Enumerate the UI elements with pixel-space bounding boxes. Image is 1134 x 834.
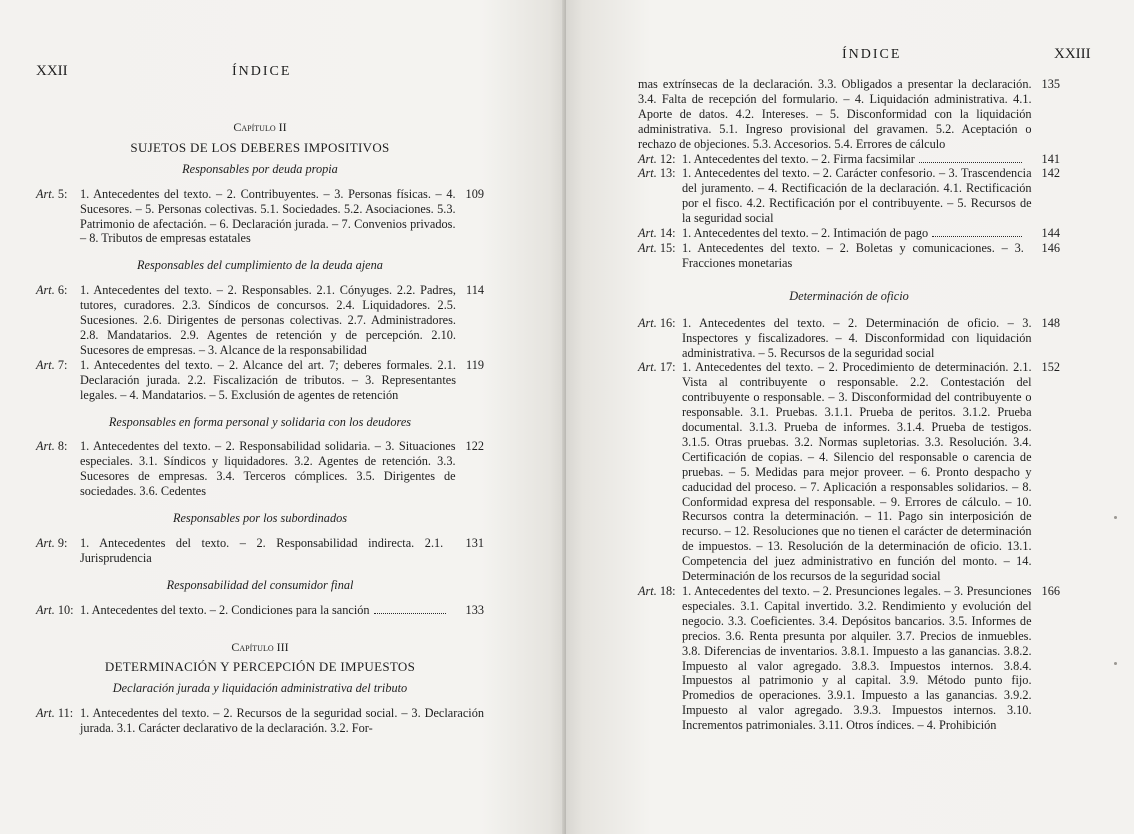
index-entry — [36, 603, 484, 618]
page-ref: 142 — [1041, 166, 1060, 181]
article-label: Art. 10: — [36, 602, 74, 617]
entry-text: 1. Antecedentes del texto. – 2. Alcance del art. 7; deberes formales. 2.1. Declaración jurada. 2.2. Fiscalización de tributos. – 3. Representantes legales. – 4. Mandatarios. – 5. Exclusión de agentes de retención 119 — [80, 357, 484, 402]
left-page — [0, 0, 566, 834]
index-entry — [638, 316, 1060, 361]
entry-text: 1. Antecedentes del texto. – 2. Contribuyentes. – 3. Personas físicas. – 4. Sucesores. – 5. Personas colectivas. 5.1. Sociedades. 5.2. Asociaciones. 5.3. Patrimonio de afectación. – 6. Declaración jurada. – 7. Convenios privados. – 8. Tributos de empresas estatales 109 — [80, 186, 484, 246]
running-head: ÍNDICE — [232, 64, 292, 79]
section-subhead: Responsabilidad del consumidor final — [166, 577, 354, 592]
continued-entry: mas extrínsecas de la declaración. 3.3. Obligados a presentar la declaración. 3.4. Falta de recepción del formulario. – 4. Liquidación administrativa. 4.1. Aporte de datos. 4.2. Intereses. – 5. Disconformidad con la liquidación administrativa. 5.1. Ingreso provisional del gravamen. 5.2. Aceptación o rechazo de objeciones. 5.3. Accesorios. 5.4. Errores de cálculo 135 — [638, 77, 1060, 151]
article-label: Art. 16: — [638, 315, 676, 330]
page-number: XXIII — [1054, 46, 1091, 62]
index-entry — [36, 706, 484, 736]
right-page — [566, 0, 1134, 834]
page-ref: 109 — [465, 186, 484, 201]
section-subhead: Responsables del cumplimiento de la deuda ajena — [137, 258, 383, 273]
page-ref: 141 — [1041, 151, 1060, 166]
article-label: Art. 9: — [36, 535, 68, 550]
entry-text: 1. Antecedentes del texto. – 2. Carácter confesorio. – 3. Trascendencia del juramento. – 4. Rectificación de la declaración. 4.1. Rectificación por el fisco. 4.2. Rectificación por el contribuyente. – 5. Recursos de la seguridad social 142 — [682, 166, 1060, 226]
page-ref: 144 — [1041, 226, 1060, 241]
page-ref: 152 — [1041, 360, 1060, 375]
index-entry — [36, 536, 484, 566]
page-ref: 135 — [1041, 77, 1060, 91]
entry-text: 1. Antecedentes del texto. – 2. Responsables. 2.1. Cónyuges. 2.2. Padres, tutores, curadores. 2.3. Síndicos de concursos. 2.4. Liquidadores. 2.5. Sucesiones. 2.6. Dirigentes de personas colectivas. 2.7. Administradores. 2.8. Mandatarios. 2.9. Agentes de retención y de percepción. 2.10. Sucesores de empresas. – 3. Alcance de la responsabilidad 114 — [80, 283, 484, 357]
chapter-title: DETERMINACIÓN Y PERCEPCIÓN DE IMPUESTOS — [104, 659, 416, 675]
page-ref: 119 — [466, 357, 484, 372]
entry-text: 1. Antecedentes del texto. – 2. Responsabilidad indirecta. 2.1. Jurisprudencia 131 — [80, 535, 484, 565]
article-label: Art. 8: — [36, 439, 68, 454]
left-column — [36, 120, 484, 736]
section-subhead: Declaración jurada y liquidación administrativa del tributo — [112, 681, 408, 696]
article-label: Art. 17: — [638, 360, 676, 375]
chapter-label: Capítulo III — [231, 639, 289, 654]
index-entry — [638, 152, 1060, 167]
running-head: ÍNDICE — [842, 47, 902, 62]
index-entry — [638, 241, 1060, 271]
index-entry — [638, 226, 1060, 241]
page-ref: 133 — [465, 602, 484, 617]
paper-speck — [1114, 662, 1117, 665]
paper-speck — [1114, 516, 1117, 519]
article-label: Art. 6: — [36, 283, 68, 298]
article-label: Art. 14: — [638, 226, 676, 241]
entry-text: 1. Antecedentes del texto. – 2. Boletas y comunicaciones. – 3. Fracciones monetarias 146 — [682, 240, 1060, 270]
article-label: Art. 18: — [638, 584, 676, 598]
section-subhead: Responsables por deuda propia — [182, 161, 338, 176]
index-entry — [638, 360, 1060, 584]
index-entry — [36, 283, 484, 358]
entry-text: 1. Antecedentes del texto. – 2. Recursos de la seguridad social. – 3. Declaración jurada. 3.1. Carácter declarativo de la declaración. 3.2. For- — [80, 706, 484, 736]
entry-text: 1. Antecedentes del texto. – 2. Condiciones para la sanción 133 — [80, 602, 484, 617]
page-ref: 148 — [1041, 315, 1060, 330]
right-column — [638, 77, 1060, 733]
article-label: Art. 7: — [36, 357, 68, 372]
section-subhead: Responsables en forma personal y solidaria con los deudores — [108, 414, 412, 429]
index-entry — [36, 439, 484, 499]
page-number: XXII — [36, 63, 68, 79]
section-subhead: Determinación de oficio — [789, 288, 909, 303]
article-label: Art. 13: — [638, 166, 676, 181]
article-label: Art. 11: — [36, 706, 74, 721]
article-label: Art. 12: — [638, 151, 676, 166]
index-entry — [36, 358, 484, 403]
chapter-title: SUJETOS DE LOS DEBERES IMPOSITIVOS — [130, 139, 390, 155]
page-ref: 131 — [465, 535, 484, 550]
page-ref: 114 — [466, 283, 484, 298]
page-ref: 146 — [1041, 240, 1060, 255]
page-ref: 122 — [465, 439, 484, 454]
index-entry — [36, 187, 484, 247]
index-entry — [638, 584, 1060, 733]
entry-text: 1. Antecedentes del texto. – 2. Responsabilidad solidaria. – 3. Situaciones especiales. 3.1. Síndicos y liquidadores. 3.2. Agentes de retención. 3.3. Sucesores de empresas. 3.4. Terceros cómplices. 3.5. Dirigentes de sociedades. 3.6. Cedentes 122 — [80, 439, 484, 499]
entry-text: 1. Antecedentes del texto. – 2. Determinación de oficio. – 3. Inspectores y fiscalizadores. – 4. Disconformidad con liquidación administrativa. – 5. Recursos de la seguridad social 148 — [682, 315, 1060, 360]
chapter-label: Capítulo II — [233, 120, 287, 134]
entry-text: 1. Antecedentes del texto. – 2. Firma facsimilar 141 — [682, 151, 1060, 166]
page-ref: 166 — [1041, 584, 1060, 598]
entry-text: 1. Antecedentes del texto. – 2. Procedimiento de determinación. 2.1. Vista al contribuyente o responsable. 2.2. Contestación del contribuyente o responsable. – 3. Disconformidad del contribuyente o responsable. 3.1. Pruebas. 3.1.1. Prueba de peritos. 3.1.2. Prueba documental. 3.1.3. Prueba de informes. 3.1.4. Prueba de testigos. 3.1.5. Otras pruebas. 3.2. Normas supletorias. 3.3. Resolución. 3.4. Certificación de copias. – 4. Silencio del responsable o carencia de pruebas. – 5. Medidas para mejor proveer. – 6. Pronto despacho y caducidad del proceso. – 7. Aplicación a responsables solidarios. – 8. Conformidad expresa del responsable. – 9. Errores de cálculo. – 10. Recursos contra la determinación. – 11. Pago sin interposición de recurso. – 12. Resoluciones que no tienen el carácter de determinación de impuestos. – 13. Resolución de la determinación de oficio. 13.1. Competencia del juez administrativo en función del monto. – 14. Determinación de los recursos de la seguridad social 152 — [682, 360, 1060, 584]
article-label: Art. 5: — [36, 186, 68, 201]
article-label: Art. 15: — [638, 240, 676, 255]
entry-text: 1. Antecedentes del texto. – 2. Presunciones legales. – 3. Presunciones especiales. 3.1. Capital invertido. 3.2. Rendimiento y evolución del negocio. 3.3. Coeficientes. 3.4. Depósitos bancarios. 3.5. Informes de precios. 3.6. Renta presunta por alquiler. 3.7. Precios de inmuebles. 3.8. Diferencias de inventarios. 3.8.1. Impuesto a las ganancias. 3.8.2. Impuesto al valor agregado. 3.8.3. Impuestos internos. 3.8.4. Impuestos al patrimonio y al capital. 3.9. Método punto fijo. Promedios de operaciones. 3.9.1. Impuesto a las ganancias. 3.9.2. Impuesto al valor agregado. 3.9.3. Impuestos internos. 3.10. Incrementos patrimoniales. 3.11. Otros índices. – 4. Prohibición 166 — [682, 584, 1060, 733]
index-entry — [638, 166, 1060, 226]
entry-text: 1. Antecedentes del texto. – 2. Intimación de pago 144 — [682, 226, 1060, 241]
section-subhead: Responsables por los subordinados — [172, 511, 348, 526]
